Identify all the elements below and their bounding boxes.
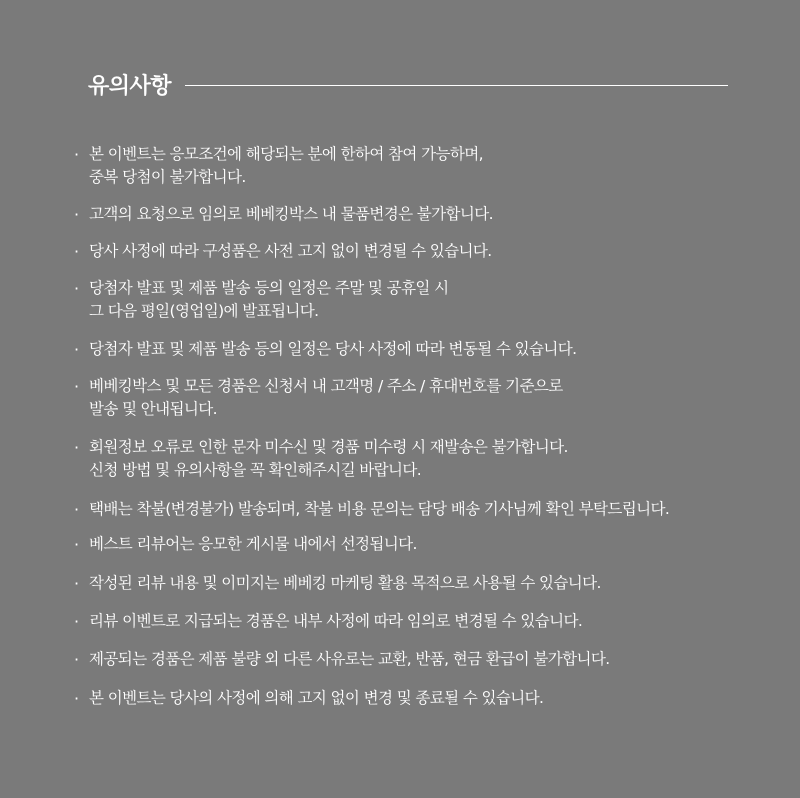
bullet-marker: ·: [74, 612, 80, 631]
notice-line: 그 다음 평일(영업일)에 발표됩니다.: [89, 302, 319, 320]
bullet-marker: ·: [74, 340, 80, 359]
notice-item: [74, 143, 774, 189]
notice-item: [74, 240, 774, 263]
notice-line: 당사 사정에 따라 구성품은 사전 고지 없이 변경될 수 있습니다.: [89, 242, 492, 260]
notice-line: 당첨자 발표 및 제품 발송 등의 일정은 주말 및 공휴일 시: [89, 279, 449, 297]
bullet-marker: ·: [74, 650, 80, 669]
notice-line: 회원정보 오류로 인한 문자 미수신 및 경품 미수령 시 재발송은 불가합니다.: [89, 438, 568, 456]
notice-item: [74, 203, 774, 226]
bullet-marker: ·: [74, 205, 80, 224]
notice-item: [74, 572, 774, 595]
bullet-marker: ·: [74, 438, 80, 457]
notice-line: 베스트 리뷰어는 응모한 게시물 내에서 선정됩니다.: [89, 535, 417, 553]
notice-line: 베베킹박스 및 모든 경품은 신청서 내 고객명 / 주소 / 휴대번호를 기준으로: [89, 377, 563, 395]
bullet-marker: ·: [74, 574, 80, 593]
bullet-marker: ·: [74, 535, 80, 554]
notice-item: [74, 498, 774, 521]
notice-text: [89, 498, 669, 521]
notice-line: 고객의 요청으로 임의로 베베킹박스 내 물품변경은 불가합니다.: [89, 205, 493, 223]
notice-item: [74, 648, 774, 671]
notice-item: [74, 375, 774, 421]
notice-text: [89, 240, 492, 263]
notice-list: [74, 129, 774, 710]
bullet-marker: ·: [74, 145, 80, 164]
notice-line: 제공되는 경품은 제품 불량 외 다른 사유로는 교환, 반품, 현금 환급이 불가합니다.: [89, 650, 610, 668]
notice-item: [74, 338, 774, 361]
notice-item: [74, 687, 774, 710]
notice-text: [89, 687, 543, 710]
notice-item: [74, 533, 774, 556]
notice-item: [74, 610, 774, 633]
notice-text: [89, 143, 483, 189]
notice-line: 작성된 리뷰 내용 및 이미지는 베베킹 마케팅 활용 목적으로 사용될 수 있습니다.: [89, 574, 601, 592]
bullet-marker: ·: [74, 689, 80, 708]
notice-line: 리뷰 이벤트로 지급되는 경품은 내부 사정에 따라 임의로 변경될 수 있습니다.: [89, 612, 583, 630]
title-divider: [185, 85, 728, 86]
notice-line: 본 이벤트는 당사의 사정에 의해 고지 없이 변경 및 종료될 수 있습니다.: [89, 689, 544, 707]
bullet-marker: ·: [74, 242, 80, 261]
notice-line: 본 이벤트는 응모조건에 해당되는 분에 한하여 참여 가능하며,: [89, 145, 483, 163]
bullet-marker: ·: [74, 279, 80, 298]
notice-header: [88, 66, 728, 102]
notice-text: [89, 203, 493, 226]
notice-text: [89, 277, 448, 323]
notice-text: [89, 338, 576, 361]
notice-text: [89, 572, 601, 595]
notice-line: 발송 및 안내됩니다.: [89, 400, 217, 418]
notice-line: 당첨자 발표 및 제품 발송 등의 일정은 당사 사정에 따라 변동될 수 있습니다.: [89, 340, 577, 358]
notice-text: [89, 648, 610, 671]
notice-text: [89, 436, 568, 482]
notice-item: [74, 277, 774, 323]
notice-line: 택배는 착불(변경불가) 발송되며, 착불 비용 문의는 담당 배송 기사님께 확인 부탁드립니다.: [89, 500, 670, 518]
notice-line: 중복 당첨이 불가합니다.: [89, 168, 246, 186]
notice-item: [74, 436, 774, 482]
notice-text: [89, 375, 563, 421]
bullet-marker: ·: [74, 500, 80, 519]
bullet-marker: ·: [74, 377, 80, 396]
page-title: 유의사항: [88, 73, 172, 99]
notice-text: [89, 610, 582, 633]
notice-text: [89, 533, 417, 556]
notice-line: 신청 방법 및 유의사항을 꼭 확인해주시길 바랍니다.: [89, 461, 422, 479]
